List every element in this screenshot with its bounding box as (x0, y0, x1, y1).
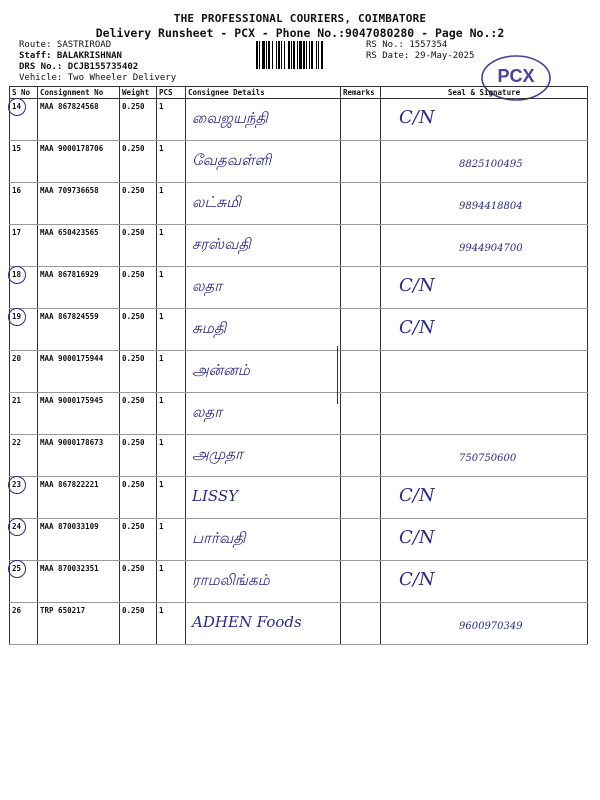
table-row (10, 435, 588, 477)
row-signature (381, 225, 588, 267)
table-row (10, 225, 588, 267)
row-pcs: 1 (157, 309, 186, 351)
row-weight: 0.250 (120, 603, 157, 645)
row-sno (10, 309, 38, 351)
sno-text: 18 (12, 270, 21, 279)
row-consignment-no: MAA 9000178673 (38, 435, 120, 477)
col-consignee: Consignee Details (186, 87, 341, 99)
circle-mark (8, 308, 26, 326)
runsheet-table (9, 86, 588, 645)
row-consignee-details (186, 393, 341, 435)
table-row (10, 351, 588, 393)
handwritten-signature: C/N (399, 485, 435, 506)
row-weight: 0.250 (120, 351, 157, 393)
row-pcs: 1 (157, 267, 186, 309)
col-remarks: Remarks (341, 87, 381, 99)
row-consignment-no: MAA 867816929 (38, 267, 120, 309)
circle-mark (8, 476, 26, 494)
row-weight: 0.250 (120, 267, 157, 309)
row-sno (10, 477, 38, 519)
row-sno (10, 519, 38, 561)
row-sno (10, 603, 38, 645)
row-pcs: 1 (157, 477, 186, 519)
handwritten-phone: 9600970349 (459, 621, 523, 632)
row-consignee-details (186, 477, 341, 519)
table-row (10, 141, 588, 183)
row-signature (381, 393, 588, 435)
row-signature (381, 99, 588, 141)
row-sno (10, 561, 38, 603)
row-weight: 0.250 (120, 435, 157, 477)
row-consignee-details (186, 561, 341, 603)
col-sno: S No (10, 87, 38, 99)
handwritten-name: லதா (192, 403, 223, 421)
drs-label: DRS No.: DCJB155735402 (19, 62, 139, 72)
sno-text: 25 (12, 564, 21, 573)
row-consignee-details (186, 141, 341, 183)
row-pcs: 1 (157, 435, 186, 477)
row-sno (10, 435, 38, 477)
handwritten-signature: C/N (399, 275, 435, 296)
pen-mark (337, 346, 338, 404)
row-pcs: 1 (157, 603, 186, 645)
row-pcs: 1 (157, 519, 186, 561)
handwritten-name: லதா (192, 277, 223, 295)
handwritten-name: சுமதி (192, 319, 227, 337)
stamp-label: PCX (497, 66, 535, 86)
handwritten-name: ADHEN Foods (192, 613, 302, 631)
row-remarks (341, 141, 381, 183)
row-sno (10, 99, 38, 141)
row-sno (10, 183, 38, 225)
sno-text: 20 (12, 354, 22, 363)
row-consignment-no: MAA 867824559 (38, 309, 120, 351)
sno-text: 19 (12, 312, 21, 321)
row-sno (10, 351, 38, 393)
sno-text: 24 (12, 522, 21, 531)
table-row (10, 603, 588, 645)
table-row (10, 183, 588, 225)
circle-mark (8, 98, 26, 116)
col-signature: Seal & Signature (381, 87, 588, 99)
row-consignment-no: TRP 650217 (38, 603, 120, 645)
row-consignee-details (186, 183, 341, 225)
handwritten-signature: C/N (399, 569, 435, 590)
row-remarks (341, 351, 381, 393)
row-weight: 0.250 (120, 519, 157, 561)
row-weight: 0.250 (120, 99, 157, 141)
table-row (10, 267, 588, 309)
sno-text: 14 (12, 102, 21, 111)
row-consignment-no: MAA 9000178706 (38, 141, 120, 183)
handwritten-phone: 8825100495 (459, 159, 523, 170)
row-consignee-details (186, 351, 341, 393)
row-signature (381, 351, 588, 393)
row-pcs: 1 (157, 141, 186, 183)
row-remarks (341, 225, 381, 267)
staff-label: Staff: BALAKRISHNAN (19, 51, 122, 61)
handwritten-phone: 750750600 (459, 453, 517, 464)
row-weight: 0.250 (120, 477, 157, 519)
runsheet-subtitle: Delivery Runsheet - PCX - Phone No.:9047080280 - Page No.:2 (95, 26, 505, 40)
row-signature (381, 603, 588, 645)
row-consignee-details (186, 267, 341, 309)
row-weight: 0.250 (120, 561, 157, 603)
row-remarks (341, 435, 381, 477)
row-consignee-details (186, 225, 341, 267)
row-sno (10, 225, 38, 267)
row-remarks (341, 309, 381, 351)
row-pcs: 1 (157, 351, 186, 393)
handwritten-signature: C/N (399, 107, 435, 128)
handwritten-phone: 9944904700 (459, 243, 523, 254)
rs-date: RS Date: 29-May-2025 (366, 51, 475, 61)
row-weight: 0.250 (120, 225, 157, 267)
row-remarks (341, 519, 381, 561)
row-consignment-no: MAA 867822221 (38, 477, 120, 519)
row-signature (381, 561, 588, 603)
row-consignee-details (186, 309, 341, 351)
sno-text: 17 (12, 228, 22, 237)
meta-right (366, 40, 474, 62)
row-remarks (341, 561, 381, 603)
sno-text: 21 (12, 396, 22, 405)
handwritten-name: ராமலிங்கம் (192, 571, 270, 589)
row-pcs: 1 (157, 225, 186, 267)
table-row (10, 561, 588, 603)
row-weight: 0.250 (120, 393, 157, 435)
table-row (10, 393, 588, 435)
col-consignment: Consignment No (38, 87, 120, 99)
row-weight: 0.250 (120, 183, 157, 225)
col-pcs: PCS (157, 87, 186, 99)
sno-text: 26 (12, 606, 22, 615)
col-weight: Weight (120, 87, 157, 99)
handwritten-name: சரஸ்வதி (192, 235, 251, 253)
handwritten-phone: 9894418804 (459, 201, 523, 212)
row-consignee-details (186, 603, 341, 645)
row-consignee-details (186, 519, 341, 561)
route-label: Route: SASTRIROAD (19, 40, 112, 50)
row-signature (381, 519, 588, 561)
table-row (10, 99, 588, 141)
row-pcs: 1 (157, 561, 186, 603)
row-signature (381, 183, 588, 225)
row-consignment-no: MAA 9000175944 (38, 351, 120, 393)
handwritten-name: லட்சுமி (192, 193, 241, 211)
row-consignee-details (186, 99, 341, 141)
circle-mark (8, 266, 26, 284)
row-consignment-no: MAA 870032351 (38, 561, 120, 603)
handwritten-name: அமுதா (192, 445, 243, 463)
row-remarks (341, 603, 381, 645)
row-consignment-no: MAA 867824568 (38, 99, 120, 141)
barcode-image (256, 41, 358, 69)
table-row (10, 519, 588, 561)
company-title: THE PROFESSIONAL COURIERS, COIMBATORE (173, 12, 427, 25)
handwritten-signature: C/N (399, 527, 435, 548)
sno-text: 16 (12, 186, 22, 195)
handwritten-name: அன்னம் (192, 361, 250, 379)
handwritten-signature: C/N (399, 317, 435, 338)
sno-text: 15 (12, 144, 22, 153)
row-remarks (341, 183, 381, 225)
row-consignment-no: MAA 870033109 (38, 519, 120, 561)
row-sno (10, 141, 38, 183)
handwritten-name: LISSY (192, 487, 239, 505)
table-row (10, 309, 588, 351)
circle-mark (8, 560, 26, 578)
row-pcs: 1 (157, 393, 186, 435)
row-sno (10, 393, 38, 435)
handwritten-name: பார்வதி (192, 529, 246, 547)
row-pcs: 1 (157, 183, 186, 225)
row-remarks (341, 99, 381, 141)
row-consignment-no: MAA 9000175945 (38, 393, 120, 435)
row-signature (381, 141, 588, 183)
handwritten-name: வேதவள்ளி (192, 151, 272, 169)
table-header-row (10, 87, 588, 99)
meta-left (19, 40, 176, 84)
row-remarks (341, 267, 381, 309)
row-consignee-details (186, 435, 341, 477)
row-remarks (341, 393, 381, 435)
row-sno (10, 267, 38, 309)
row-consignment-no: MAA 709736658 (38, 183, 120, 225)
row-consignment-no: MAA 650423565 (38, 225, 120, 267)
circle-mark (8, 518, 26, 536)
row-weight: 0.250 (120, 141, 157, 183)
sno-text: 23 (12, 480, 21, 489)
vehicle-label: Vehicle: Two Wheeler Delivery (19, 73, 177, 83)
row-pcs: 1 (157, 99, 186, 141)
sno-text: 22 (12, 438, 22, 447)
row-weight: 0.250 (120, 309, 157, 351)
rs-number: RS No.: 1557354 (366, 40, 448, 50)
row-signature (381, 435, 588, 477)
handwritten-name: வைஜயந்தி (192, 109, 268, 127)
row-signature (381, 477, 588, 519)
row-remarks (341, 477, 381, 519)
table-row (10, 477, 588, 519)
row-signature (381, 267, 588, 309)
row-signature (381, 309, 588, 351)
